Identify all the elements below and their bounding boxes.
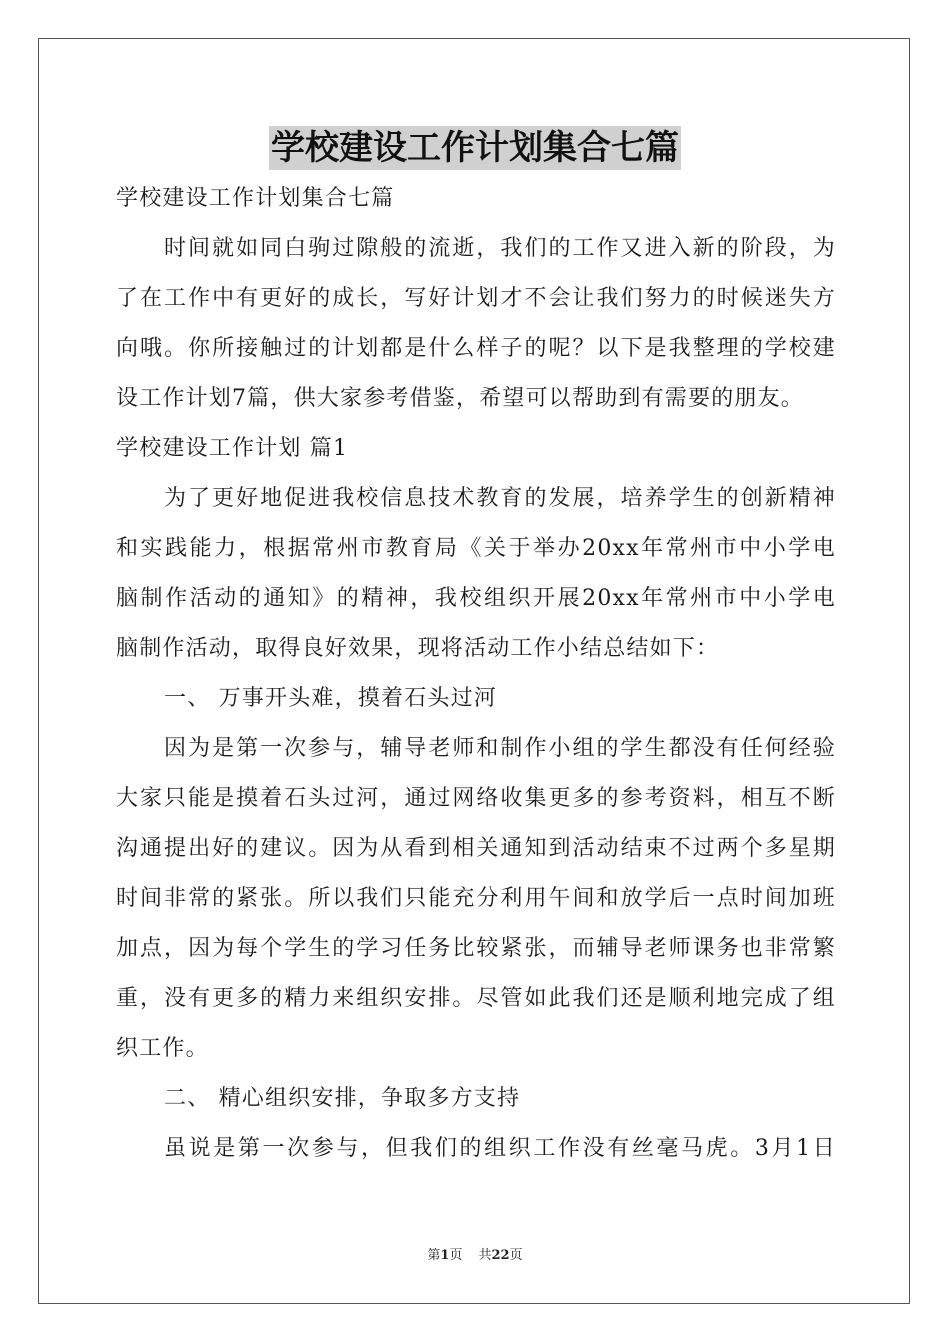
paragraph-line: 沟通提出好的建议。因为从看到相关通知到活动结束不过两个多星期 [116,836,836,861]
paragraph-line: 时间非常的紧张。所以我们只能充分利用午间和放学后一点时间加班 [116,886,836,911]
paragraph-line: 加点，因为每个学生的学习任务比较紧张，而辅导老师课务也非常繁 [116,936,836,961]
section-heading: 学校建设工作计划 篇1 [116,436,349,461]
document-body [116,180,836,1180]
title-container [0,126,950,170]
paragraph-line: 脑制作活动的通知》的精神，我校组织开展20xx年常州市中小学电 [116,586,836,611]
page-footer [0,1247,950,1265]
subsection-heading: 二、 精心组织安排，争取多方支持 [164,1086,521,1111]
page-prefix: 第 [427,1248,441,1263]
subsection-heading: 一、 万事开头难，摸着石头过河 [164,686,497,711]
subtitle-line: 学校建设工作计划集合七篇 [116,186,395,211]
page-number: 1 [440,1248,450,1263]
paragraph-line: 时间就如同白驹过隙般的流逝，我们的工作又进入新的阶段，为 [164,236,836,261]
paragraph-line: 织工作。 [116,1036,209,1061]
paragraph-line: 为了更好地促进我校信息技术教育的发展，培养学生的创新精神 [164,486,836,511]
paragraph-line: 设工作计划7篇，供大家参考借鉴，希望可以帮助到有需要的朋友。 [116,386,804,411]
paragraph-line: 虽说是第一次参与，但我们的组织工作没有丝毫马虎。3月1日 [164,1136,836,1161]
paragraph-line: 了在工作中有更好的成长，写好计划才不会让我们努力的时候迷失方 [116,286,836,311]
paragraph-line: 重，没有更多的精力来组织安排。尽管如此我们还是顺利地完成了组 [116,986,836,1011]
paragraph-line: 脑制作活动，取得良好效果，现将活动工作小结总结如下： [116,636,720,661]
paragraph-line: 向哦。你所接触过的计划都是什么样子的呢？以下是我整理的学校建 [116,336,836,361]
paragraph-line: 因为是第一次参与，辅导老师和制作小组的学生都没有任何经验 [164,736,836,761]
total-suffix: 页 [509,1248,523,1263]
paragraph-line: 大家只能是摸着石头过河，通过网络收集更多的参考资料，相互不断 [116,786,836,811]
document-title: 学校建设工作计划集合七篇 [271,128,679,168]
page-suffix: 页 [449,1248,463,1263]
total-prefix: 共 [478,1248,492,1263]
paragraph-line: 和实践能力，根据常州市教育局《关于举办20xx年常州市中小学电 [116,536,836,561]
total-pages: 22 [491,1248,510,1263]
